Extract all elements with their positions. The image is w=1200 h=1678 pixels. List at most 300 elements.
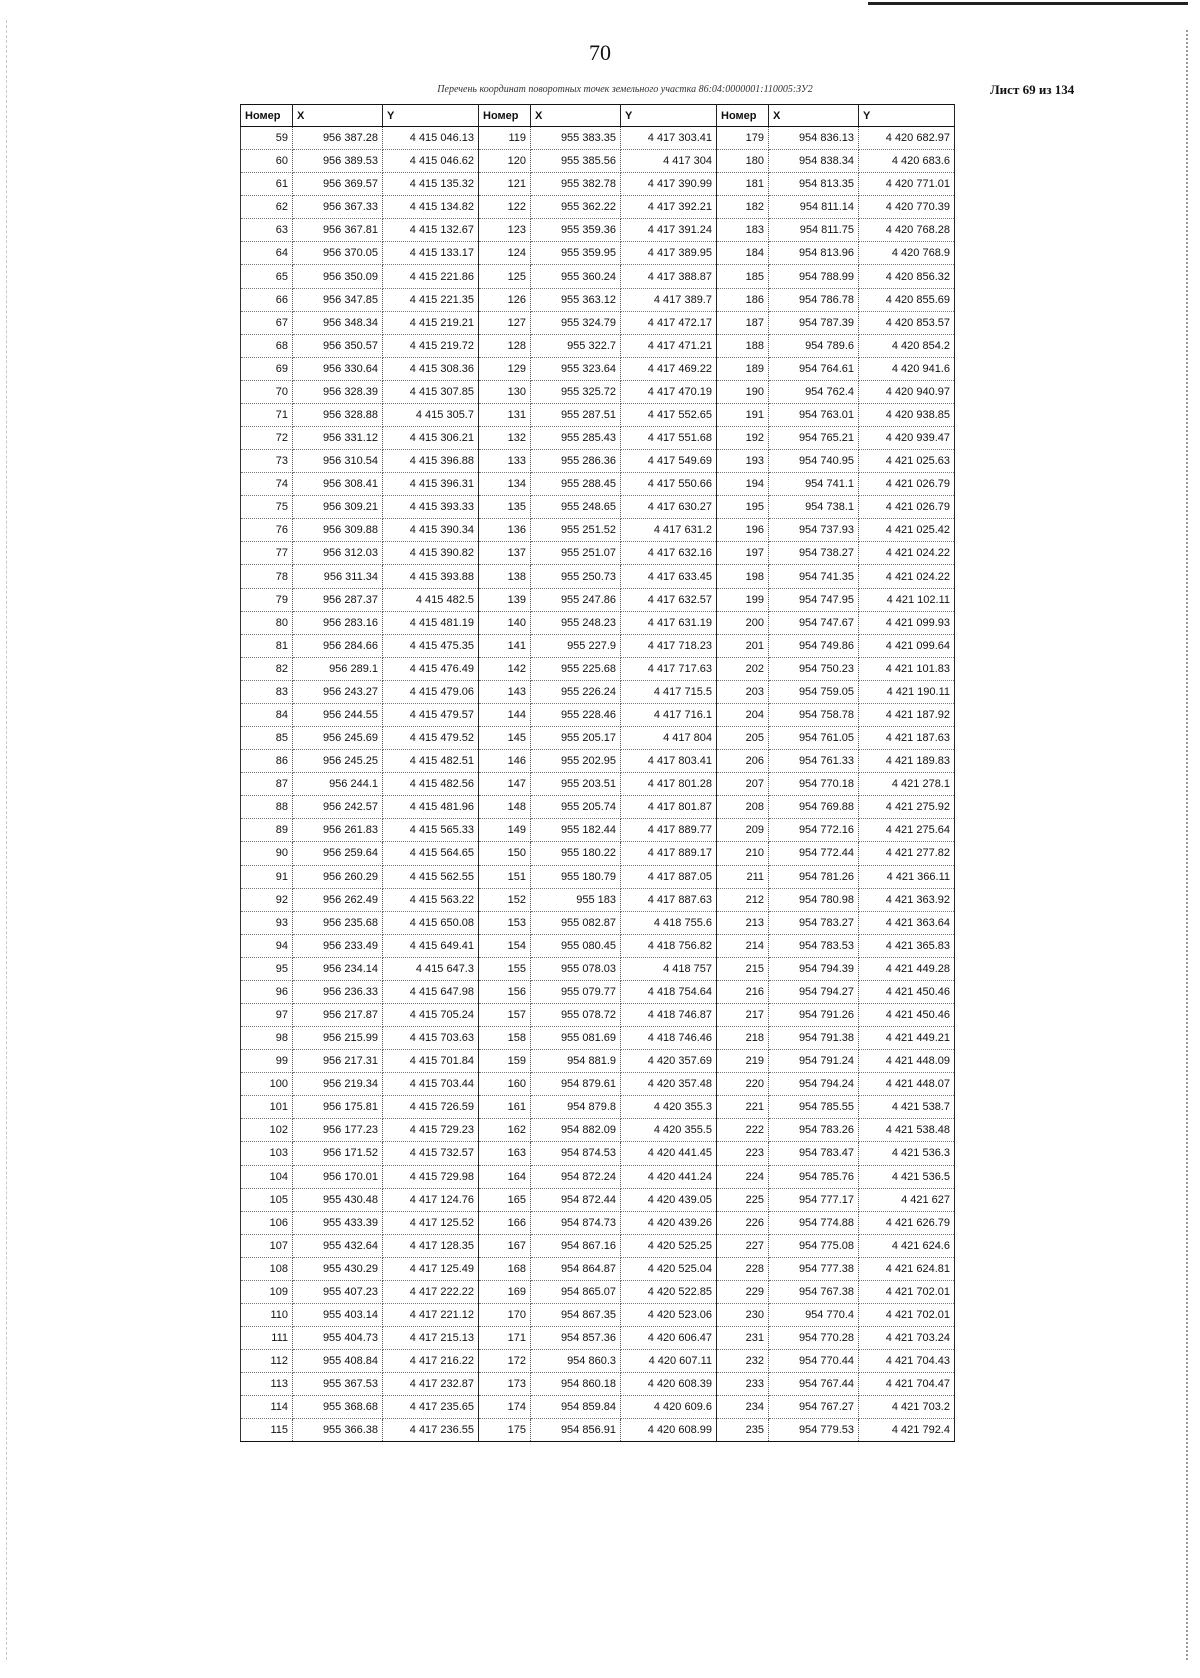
point-number: 149 bbox=[479, 819, 531, 842]
point-number: 146 bbox=[479, 750, 531, 773]
table-row bbox=[241, 819, 955, 842]
y-coordinate: 4 421 363.64 bbox=[859, 911, 955, 934]
y-coordinate: 4 415 134.82 bbox=[383, 196, 479, 219]
x-coordinate: 954 774.88 bbox=[769, 1211, 859, 1234]
point-number: 217 bbox=[717, 1003, 769, 1026]
y-coordinate: 4 417 632.57 bbox=[621, 588, 717, 611]
table-row bbox=[241, 680, 955, 703]
x-coordinate: 954 867.16 bbox=[531, 1234, 621, 1257]
point-number: 228 bbox=[717, 1257, 769, 1280]
point-number: 66 bbox=[241, 288, 293, 311]
top-rule bbox=[868, 2, 1188, 5]
y-coordinate: 4 417 801.28 bbox=[621, 773, 717, 796]
point-number: 69 bbox=[241, 357, 293, 380]
x-coordinate: 956 170.01 bbox=[293, 1165, 383, 1188]
x-coordinate: 954 857.36 bbox=[531, 1327, 621, 1350]
x-coordinate: 954 740.95 bbox=[769, 450, 859, 473]
y-coordinate: 4 420 853.57 bbox=[859, 311, 955, 334]
y-coordinate: 4 421 536.3 bbox=[859, 1142, 955, 1165]
y-coordinate: 4 417 215.13 bbox=[383, 1327, 479, 1350]
x-coordinate: 954 882.09 bbox=[531, 1119, 621, 1142]
table-row bbox=[241, 1396, 955, 1419]
y-coordinate: 4 421 536.5 bbox=[859, 1165, 955, 1188]
x-coordinate: 955 248.23 bbox=[531, 611, 621, 634]
point-number: 180 bbox=[717, 150, 769, 173]
point-number: 94 bbox=[241, 934, 293, 957]
y-coordinate: 4 421 025.42 bbox=[859, 519, 955, 542]
y-coordinate: 4 417 718.23 bbox=[621, 634, 717, 657]
point-number: 230 bbox=[717, 1303, 769, 1326]
x-coordinate: 955 180.22 bbox=[531, 842, 621, 865]
point-number: 201 bbox=[717, 634, 769, 657]
point-number: 200 bbox=[717, 611, 769, 634]
table-header-row bbox=[241, 105, 955, 127]
point-number: 198 bbox=[717, 565, 769, 588]
point-number: 222 bbox=[717, 1119, 769, 1142]
x-coordinate: 954 767.27 bbox=[769, 1396, 859, 1419]
y-coordinate: 4 421 449.28 bbox=[859, 957, 955, 980]
point-number: 95 bbox=[241, 957, 293, 980]
y-coordinate: 4 415 132.67 bbox=[383, 219, 479, 242]
y-coordinate: 4 420 357.69 bbox=[621, 1050, 717, 1073]
y-coordinate: 4 415 046.62 bbox=[383, 150, 479, 173]
point-number: 157 bbox=[479, 1003, 531, 1026]
point-number: 220 bbox=[717, 1073, 769, 1096]
point-number: 172 bbox=[479, 1350, 531, 1373]
point-number: 67 bbox=[241, 311, 293, 334]
point-number: 138 bbox=[479, 565, 531, 588]
point-number: 208 bbox=[717, 796, 769, 819]
x-coordinate: 955 322.7 bbox=[531, 334, 621, 357]
point-number: 216 bbox=[717, 980, 769, 1003]
x-coordinate: 956 330.64 bbox=[293, 357, 383, 380]
x-coordinate: 956 259.64 bbox=[293, 842, 383, 865]
point-number: 120 bbox=[479, 150, 531, 173]
table-row bbox=[241, 403, 955, 426]
x-coordinate: 956 387.28 bbox=[293, 127, 383, 150]
table-row bbox=[241, 750, 955, 773]
x-coordinate: 956 283.16 bbox=[293, 611, 383, 634]
point-number: 183 bbox=[717, 219, 769, 242]
point-number: 86 bbox=[241, 750, 293, 773]
point-number: 211 bbox=[717, 865, 769, 888]
table-row bbox=[241, 1050, 955, 1073]
point-number: 97 bbox=[241, 1003, 293, 1026]
point-number: 109 bbox=[241, 1280, 293, 1303]
y-coordinate: 4 415 732.57 bbox=[383, 1142, 479, 1165]
y-coordinate: 4 415 649.41 bbox=[383, 934, 479, 957]
y-coordinate: 4 421 450.46 bbox=[859, 1003, 955, 1026]
point-number: 89 bbox=[241, 819, 293, 842]
y-coordinate: 4 421 624.81 bbox=[859, 1257, 955, 1280]
table-row bbox=[241, 1234, 955, 1257]
y-coordinate: 4 417 633.45 bbox=[621, 565, 717, 588]
y-coordinate: 4 421 627 bbox=[859, 1188, 955, 1211]
y-coordinate: 4 421 363.92 bbox=[859, 888, 955, 911]
x-coordinate: 956 236.33 bbox=[293, 980, 383, 1003]
point-number: 223 bbox=[717, 1142, 769, 1165]
x-coordinate: 954 749.86 bbox=[769, 634, 859, 657]
point-number: 227 bbox=[717, 1234, 769, 1257]
y-coordinate: 4 421 025.63 bbox=[859, 450, 955, 473]
point-number: 134 bbox=[479, 473, 531, 496]
y-coordinate: 4 420 355.5 bbox=[621, 1119, 717, 1142]
y-coordinate: 4 421 099.93 bbox=[859, 611, 955, 634]
x-coordinate: 954 767.44 bbox=[769, 1373, 859, 1396]
table-row bbox=[241, 588, 955, 611]
y-coordinate: 4 421 448.09 bbox=[859, 1050, 955, 1073]
point-number: 143 bbox=[479, 680, 531, 703]
x-coordinate: 956 171.52 bbox=[293, 1142, 383, 1165]
x-coordinate: 955 205.17 bbox=[531, 727, 621, 750]
point-number: 170 bbox=[479, 1303, 531, 1326]
x-coordinate: 954 881.9 bbox=[531, 1050, 621, 1073]
y-coordinate: 4 421 538.7 bbox=[859, 1096, 955, 1119]
y-coordinate: 4 417 232.87 bbox=[383, 1373, 479, 1396]
x-coordinate: 954 777.17 bbox=[769, 1188, 859, 1211]
table-row bbox=[241, 1003, 955, 1026]
y-coordinate: 4 417 887.63 bbox=[621, 888, 717, 911]
y-coordinate: 4 417 390.99 bbox=[621, 173, 717, 196]
point-number: 114 bbox=[241, 1396, 293, 1419]
x-coordinate: 954 775.08 bbox=[769, 1234, 859, 1257]
y-coordinate: 4 421 277.82 bbox=[859, 842, 955, 865]
y-coordinate: 4 420 941.6 bbox=[859, 357, 955, 380]
page-number: 70 bbox=[589, 40, 611, 65]
y-coordinate: 4 421 024.22 bbox=[859, 565, 955, 588]
table-row bbox=[241, 703, 955, 726]
point-number: 163 bbox=[479, 1142, 531, 1165]
point-number: 101 bbox=[241, 1096, 293, 1119]
x-coordinate: 954 781.26 bbox=[769, 865, 859, 888]
point-number: 184 bbox=[717, 242, 769, 265]
x-coordinate: 955 248.65 bbox=[531, 496, 621, 519]
x-coordinate: 955 432.64 bbox=[293, 1234, 383, 1257]
point-number: 162 bbox=[479, 1119, 531, 1142]
header-y: Y bbox=[383, 105, 479, 127]
x-coordinate: 954 783.27 bbox=[769, 911, 859, 934]
point-number: 206 bbox=[717, 750, 769, 773]
point-number: 75 bbox=[241, 496, 293, 519]
point-number: 140 bbox=[479, 611, 531, 634]
x-coordinate: 956 331.12 bbox=[293, 427, 383, 450]
point-number: 190 bbox=[717, 380, 769, 403]
y-coordinate: 4 415 476.49 bbox=[383, 657, 479, 680]
table-row bbox=[241, 634, 955, 657]
table-row bbox=[241, 911, 955, 934]
y-coordinate: 4 415 481.96 bbox=[383, 796, 479, 819]
table-row bbox=[241, 865, 955, 888]
x-coordinate: 955 180.79 bbox=[531, 865, 621, 888]
x-coordinate: 956 312.03 bbox=[293, 542, 383, 565]
x-coordinate: 955 430.29 bbox=[293, 1257, 383, 1280]
point-number: 88 bbox=[241, 796, 293, 819]
x-coordinate: 954 747.67 bbox=[769, 611, 859, 634]
x-coordinate: 956 347.85 bbox=[293, 288, 383, 311]
y-coordinate: 4 421 538.48 bbox=[859, 1119, 955, 1142]
table-row bbox=[241, 496, 955, 519]
y-coordinate: 4 415 390.34 bbox=[383, 519, 479, 542]
y-coordinate: 4 415 305.7 bbox=[383, 403, 479, 426]
y-coordinate: 4 415 479.57 bbox=[383, 703, 479, 726]
x-coordinate: 955 359.36 bbox=[531, 219, 621, 242]
point-number: 112 bbox=[241, 1350, 293, 1373]
x-coordinate: 954 787.39 bbox=[769, 311, 859, 334]
table-row bbox=[241, 1096, 955, 1119]
x-coordinate: 955 225.68 bbox=[531, 657, 621, 680]
y-coordinate: 4 415 390.82 bbox=[383, 542, 479, 565]
y-coordinate: 4 420 771.01 bbox=[859, 173, 955, 196]
x-coordinate: 955 385.56 bbox=[531, 150, 621, 173]
x-coordinate: 954 761.05 bbox=[769, 727, 859, 750]
point-number: 81 bbox=[241, 634, 293, 657]
point-number: 159 bbox=[479, 1050, 531, 1073]
point-number: 160 bbox=[479, 1073, 531, 1096]
x-coordinate: 954 737.93 bbox=[769, 519, 859, 542]
point-number: 168 bbox=[479, 1257, 531, 1280]
y-coordinate: 4 421 626.79 bbox=[859, 1211, 955, 1234]
x-coordinate: 956 245.25 bbox=[293, 750, 383, 773]
y-coordinate: 4 415 482.5 bbox=[383, 588, 479, 611]
y-coordinate: 4 418 746.87 bbox=[621, 1003, 717, 1026]
x-coordinate: 955 383.35 bbox=[531, 127, 621, 150]
point-number: 231 bbox=[717, 1327, 769, 1350]
x-coordinate: 955 286.36 bbox=[531, 450, 621, 473]
y-coordinate: 4 415 219.72 bbox=[383, 334, 479, 357]
point-number: 175 bbox=[479, 1419, 531, 1442]
x-coordinate: 955 288.45 bbox=[531, 473, 621, 496]
y-coordinate: 4 421 102.11 bbox=[859, 588, 955, 611]
y-coordinate: 4 417 469.22 bbox=[621, 357, 717, 380]
y-coordinate: 4 417 551.68 bbox=[621, 427, 717, 450]
y-coordinate: 4 415 647.98 bbox=[383, 980, 479, 1003]
table-row bbox=[241, 427, 955, 450]
table-row bbox=[241, 473, 955, 496]
header-number: Номер bbox=[479, 105, 531, 127]
table-row bbox=[241, 1027, 955, 1050]
y-coordinate: 4 415 481.19 bbox=[383, 611, 479, 634]
table-row bbox=[241, 288, 955, 311]
header-y: Y bbox=[621, 105, 717, 127]
point-number: 145 bbox=[479, 727, 531, 750]
point-number: 132 bbox=[479, 427, 531, 450]
scan-edge-right bbox=[1186, 30, 1189, 1660]
x-coordinate: 955 082.87 bbox=[531, 911, 621, 934]
table-row bbox=[241, 1165, 955, 1188]
table-body bbox=[241, 127, 955, 1442]
y-coordinate: 4 417 388.87 bbox=[621, 265, 717, 288]
header-y: Y bbox=[859, 105, 955, 127]
table-row bbox=[241, 957, 955, 980]
point-number: 127 bbox=[479, 311, 531, 334]
point-number: 213 bbox=[717, 911, 769, 934]
point-number: 72 bbox=[241, 427, 293, 450]
x-coordinate: 955 408.84 bbox=[293, 1350, 383, 1373]
y-coordinate: 4 420 608.39 bbox=[621, 1373, 717, 1396]
x-coordinate: 954 859.84 bbox=[531, 1396, 621, 1419]
table-row bbox=[241, 796, 955, 819]
point-number: 59 bbox=[241, 127, 293, 150]
point-number: 164 bbox=[479, 1165, 531, 1188]
x-coordinate: 956 261.83 bbox=[293, 819, 383, 842]
x-coordinate: 954 763.01 bbox=[769, 403, 859, 426]
y-coordinate: 4 415 563.22 bbox=[383, 888, 479, 911]
y-coordinate: 4 417 389.95 bbox=[621, 242, 717, 265]
x-coordinate: 955 285.43 bbox=[531, 427, 621, 450]
y-coordinate: 4 421 275.92 bbox=[859, 796, 955, 819]
table-row bbox=[241, 196, 955, 219]
y-coordinate: 4 417 124.76 bbox=[383, 1188, 479, 1211]
y-coordinate: 4 417 889.77 bbox=[621, 819, 717, 842]
x-coordinate: 956 348.34 bbox=[293, 311, 383, 334]
header-x: X bbox=[531, 105, 621, 127]
x-coordinate: 956 309.88 bbox=[293, 519, 383, 542]
x-coordinate: 954 762.4 bbox=[769, 380, 859, 403]
point-number: 204 bbox=[717, 703, 769, 726]
point-number: 122 bbox=[479, 196, 531, 219]
table-row bbox=[241, 1350, 955, 1373]
y-coordinate: 4 420 522.85 bbox=[621, 1280, 717, 1303]
table-row bbox=[241, 242, 955, 265]
x-coordinate: 954 794.39 bbox=[769, 957, 859, 980]
y-coordinate: 4 417 222.22 bbox=[383, 1280, 479, 1303]
point-number: 142 bbox=[479, 657, 531, 680]
y-coordinate: 4 420 855.69 bbox=[859, 288, 955, 311]
x-coordinate: 956 287.37 bbox=[293, 588, 383, 611]
table-row bbox=[241, 1303, 955, 1326]
y-coordinate: 4 421 190.11 bbox=[859, 680, 955, 703]
y-coordinate: 4 420 854.2 bbox=[859, 334, 955, 357]
table-row bbox=[241, 1373, 955, 1396]
y-coordinate: 4 418 746.46 bbox=[621, 1027, 717, 1050]
point-number: 148 bbox=[479, 796, 531, 819]
x-coordinate: 954 758.78 bbox=[769, 703, 859, 726]
point-number: 191 bbox=[717, 403, 769, 426]
point-number: 225 bbox=[717, 1188, 769, 1211]
x-coordinate: 954 872.44 bbox=[531, 1188, 621, 1211]
point-number: 153 bbox=[479, 911, 531, 934]
x-coordinate: 954 765.21 bbox=[769, 427, 859, 450]
x-coordinate: 954 750.23 bbox=[769, 657, 859, 680]
x-coordinate: 955 324.79 bbox=[531, 311, 621, 334]
point-number: 76 bbox=[241, 519, 293, 542]
header-number: Номер bbox=[241, 105, 293, 127]
y-coordinate: 4 415 565.33 bbox=[383, 819, 479, 842]
point-number: 130 bbox=[479, 380, 531, 403]
point-number: 186 bbox=[717, 288, 769, 311]
point-number: 110 bbox=[241, 1303, 293, 1326]
y-coordinate: 4 417 125.52 bbox=[383, 1211, 479, 1234]
y-coordinate: 4 421 024.22 bbox=[859, 542, 955, 565]
header-x: X bbox=[769, 105, 859, 127]
point-number: 131 bbox=[479, 403, 531, 426]
y-coordinate: 4 417 801.87 bbox=[621, 796, 717, 819]
x-coordinate: 956 260.29 bbox=[293, 865, 383, 888]
point-number: 108 bbox=[241, 1257, 293, 1280]
point-number: 185 bbox=[717, 265, 769, 288]
x-coordinate: 955 404.73 bbox=[293, 1327, 383, 1350]
point-number: 60 bbox=[241, 150, 293, 173]
y-coordinate: 4 421 702.01 bbox=[859, 1303, 955, 1326]
x-coordinate: 956 328.39 bbox=[293, 380, 383, 403]
table-row bbox=[241, 1327, 955, 1350]
x-coordinate: 956 367.33 bbox=[293, 196, 383, 219]
x-coordinate: 955 367.53 bbox=[293, 1373, 383, 1396]
point-number: 218 bbox=[717, 1027, 769, 1050]
x-coordinate: 955 368.68 bbox=[293, 1396, 383, 1419]
point-number: 99 bbox=[241, 1050, 293, 1073]
x-coordinate: 954 838.34 bbox=[769, 150, 859, 173]
x-coordinate: 955 228.46 bbox=[531, 703, 621, 726]
point-number: 61 bbox=[241, 173, 293, 196]
point-number: 119 bbox=[479, 127, 531, 150]
point-number: 215 bbox=[717, 957, 769, 980]
y-coordinate: 4 415 135.32 bbox=[383, 173, 479, 196]
point-number: 181 bbox=[717, 173, 769, 196]
point-number: 166 bbox=[479, 1211, 531, 1234]
point-number: 188 bbox=[717, 334, 769, 357]
x-coordinate: 954 789.6 bbox=[769, 334, 859, 357]
y-coordinate: 4 420 683.6 bbox=[859, 150, 955, 173]
point-number: 64 bbox=[241, 242, 293, 265]
x-coordinate: 954 783.53 bbox=[769, 934, 859, 957]
table-row bbox=[241, 334, 955, 357]
table-row bbox=[241, 1211, 955, 1234]
y-coordinate: 4 421 366.11 bbox=[859, 865, 955, 888]
x-coordinate: 954 794.27 bbox=[769, 980, 859, 1003]
x-coordinate: 956 289.1 bbox=[293, 657, 383, 680]
y-coordinate: 4 421 449.21 bbox=[859, 1027, 955, 1050]
y-coordinate: 4 415 219.21 bbox=[383, 311, 479, 334]
point-number: 113 bbox=[241, 1373, 293, 1396]
table-row bbox=[241, 219, 955, 242]
y-coordinate: 4 417 631.19 bbox=[621, 611, 717, 634]
table-row bbox=[241, 1119, 955, 1142]
y-coordinate: 4 421 187.63 bbox=[859, 727, 955, 750]
x-coordinate: 954 767.38 bbox=[769, 1280, 859, 1303]
y-coordinate: 4 421 026.79 bbox=[859, 496, 955, 519]
x-coordinate: 954 788.99 bbox=[769, 265, 859, 288]
point-number: 147 bbox=[479, 773, 531, 796]
point-number: 156 bbox=[479, 980, 531, 1003]
x-coordinate: 955 366.38 bbox=[293, 1419, 383, 1442]
y-coordinate: 4 415 393.33 bbox=[383, 496, 479, 519]
y-coordinate: 4 415 221.86 bbox=[383, 265, 479, 288]
point-number: 192 bbox=[717, 427, 769, 450]
y-coordinate: 4 417 631.2 bbox=[621, 519, 717, 542]
point-number: 154 bbox=[479, 934, 531, 957]
y-coordinate: 4 415 647.3 bbox=[383, 957, 479, 980]
y-coordinate: 4 417 216.22 bbox=[383, 1350, 479, 1373]
x-coordinate: 954 874.73 bbox=[531, 1211, 621, 1234]
y-coordinate: 4 417 715.5 bbox=[621, 680, 717, 703]
point-number: 133 bbox=[479, 450, 531, 473]
x-coordinate: 954 860.3 bbox=[531, 1350, 621, 1373]
point-number: 105 bbox=[241, 1188, 293, 1211]
y-coordinate: 4 417 550.66 bbox=[621, 473, 717, 496]
y-coordinate: 4 415 046.13 bbox=[383, 127, 479, 150]
point-number: 121 bbox=[479, 173, 531, 196]
x-coordinate: 954 856.91 bbox=[531, 1419, 621, 1442]
y-coordinate: 4 417 128.35 bbox=[383, 1234, 479, 1257]
point-number: 197 bbox=[717, 542, 769, 565]
header-number: Номер bbox=[717, 105, 769, 127]
point-number: 194 bbox=[717, 473, 769, 496]
point-number: 139 bbox=[479, 588, 531, 611]
point-number: 77 bbox=[241, 542, 293, 565]
y-coordinate: 4 417 889.17 bbox=[621, 842, 717, 865]
y-coordinate: 4 417 304 bbox=[621, 150, 717, 173]
